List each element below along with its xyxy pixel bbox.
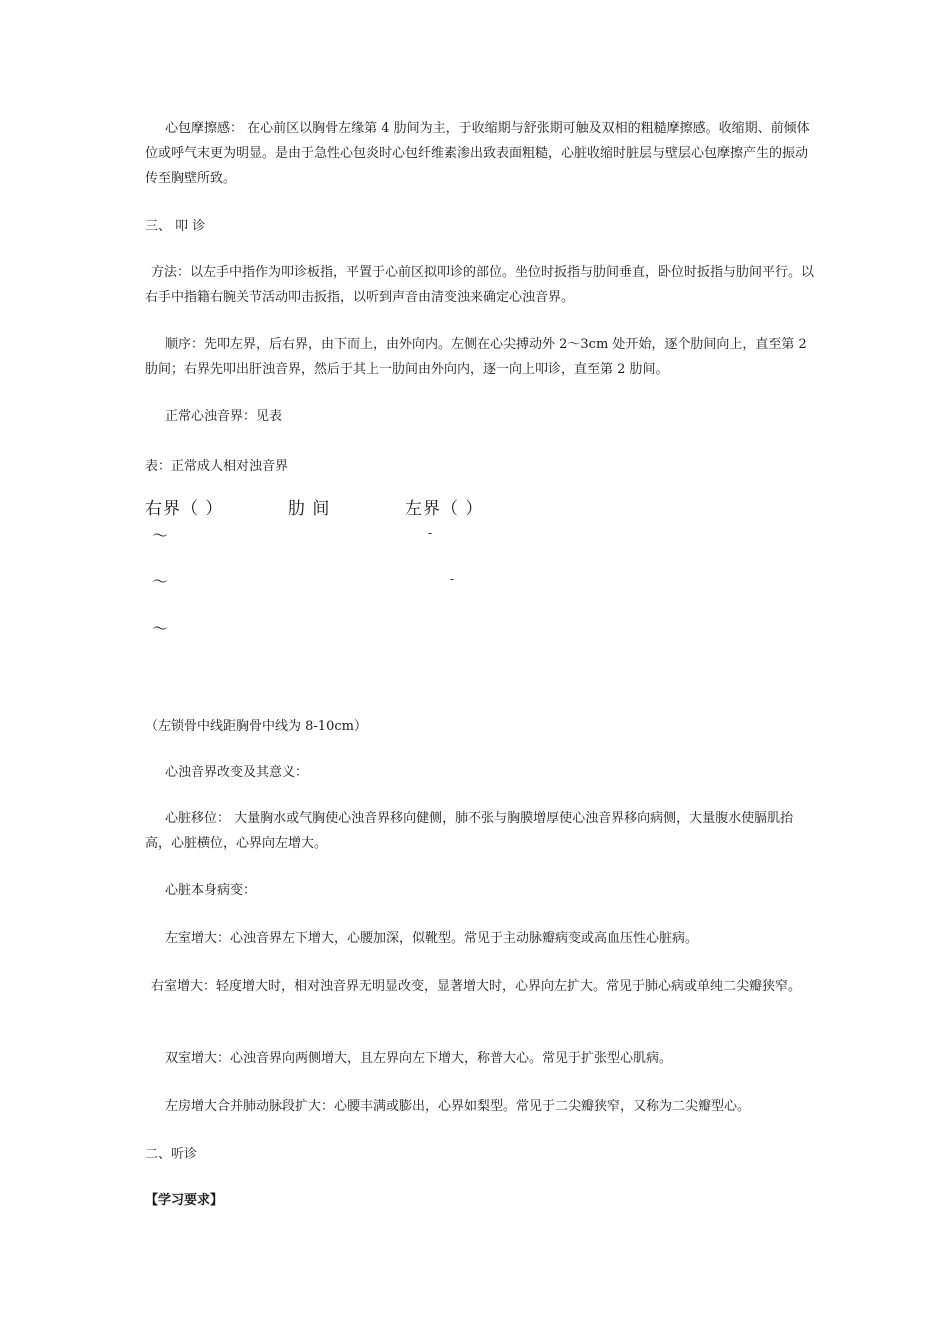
section-heading-percussion: 三、 叩 诊 (145, 219, 206, 234)
pericardial-friction-paragraph: 心包摩擦感： 在心前区以胸骨左缘第 4 肋间为主，于收缩期与舒张期可触及双相的粗糙摩擦感。收缩期、前倾体位或呼气末更为明显。是由于急性心包炎时心包纤维素渗出致表面粗糙，心脏收缩时脏层与壁层心包摩擦产生的振动传至胸壁所致。 (145, 121, 810, 186)
right-ventricle-paragraph: 右室增大：轻度增大时，相对浊音界无明显改变，显著增大时，心界向左扩大。常见于肺心病或单纯二尖瓣狭窄。 (151, 979, 802, 994)
normal-dullness-line: 正常心浊音界：见表 (165, 409, 283, 424)
table-row-1-left: - (428, 526, 433, 540)
table-row-2-right: ～ (152, 572, 169, 591)
table-header-right-border: 右界（ ） (145, 499, 224, 519)
clavicular-line-note: （左锁骨中线距胸骨中线为 8-10cm） (145, 719, 367, 734)
table-row-2-left: - (450, 572, 455, 586)
table-row-3-right: ～ (152, 619, 169, 638)
left-atrium-paragraph: 左房增大合并肺动脉段扩大：心腰丰满或膨出，心界如梨型。常见于二尖瓣狭窄，又称为二尖瓣型心。 (165, 1099, 751, 1114)
intrinsic-disease-heading: 心脏本身病变： (165, 883, 257, 898)
percussion-order-paragraph: 顺序：先叩左界，后右界，由下而上，由外向内。左侧在心尖搏动外 2～3cm 处开始，逐个肋间向上，直至第 2 肋间；右界先叩出肝浊音界，然后于其上一肋间由外向内，逐一向上叩诊，直至第 2 肋间。 (145, 337, 807, 377)
section-heading-auscultation: 二、听诊 (145, 1147, 198, 1162)
heart-displacement-paragraph: 心脏移位： 大量胸水或气胸使心浊音界移向健侧，肺不张与胸膜增厚使心浊音界移向病侧，大量腹水使膈肌抬高，心脏横位，心界向左增大。 (145, 811, 794, 851)
table-caption: 表：正常成人相对浊音界 (145, 459, 289, 474)
table-header-intercostal: 肋 间 (288, 499, 331, 519)
learning-requirements-heading: 【学习要求】 (145, 1193, 224, 1208)
left-ventricle-paragraph: 左室增大：心浊音界左下增大，心腰加深，似靴型。常见于主动脉瓣病变或高血压性心脏病。 (165, 931, 699, 946)
biventricular-paragraph: 双室增大：心浊音界向两侧增大，且左界向左下增大，称普大心。常见于扩张型心肌病。 (165, 1051, 673, 1066)
table-row-1-right: ～ (152, 526, 169, 545)
dullness-changes-heading: 心浊音界改变及其意义： (165, 765, 309, 780)
percussion-method-paragraph: 方法：以左手中指作为叩诊板指，平置于心前区拟叩诊的部位。坐位时扳指与肋间垂直，卧位时扳指与肋间平行。以右手中指籍右腕关节活动叩击扳指，以听到声音由清变浊来确定心浊音界。 (145, 265, 815, 305)
table-header-left-border: 左界（ ） (405, 499, 484, 519)
